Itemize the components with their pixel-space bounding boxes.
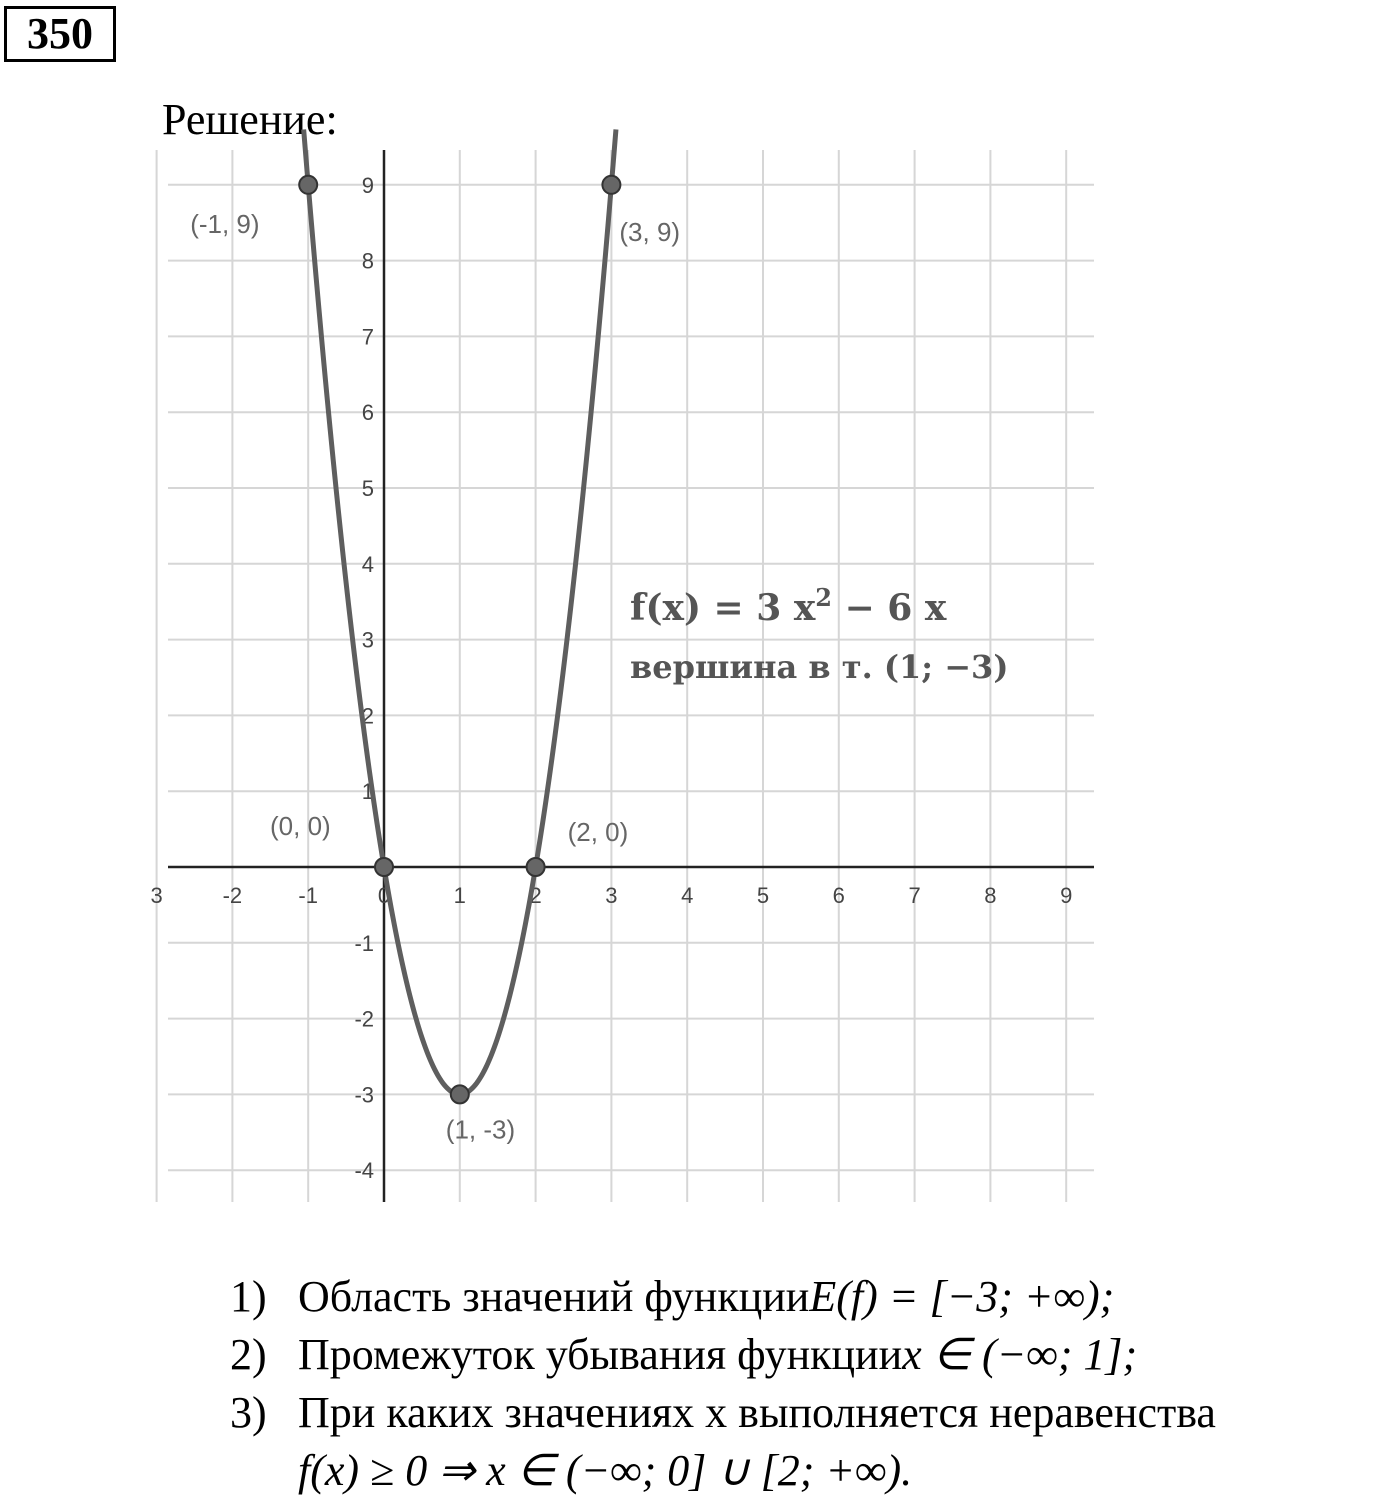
y-tick-label: -3 xyxy=(354,1082,374,1108)
x-tick-label: -1 xyxy=(298,883,318,908)
answer-item-3 xyxy=(230,1384,1216,1442)
data-point xyxy=(375,858,393,876)
vertex-label: вершина в т. (1; −3) xyxy=(630,648,1009,686)
solution-label: Решение: xyxy=(162,95,338,144)
data-point xyxy=(299,176,317,194)
x-tick-label: 7 xyxy=(908,883,921,908)
y-tick-label: -2 xyxy=(354,1006,374,1032)
x-tick-label: 3 xyxy=(150,883,163,908)
answer-number: 2) xyxy=(230,1330,267,1379)
y-tick-label: 1 xyxy=(361,779,374,805)
data-point-label: (1, -3) xyxy=(445,1114,516,1145)
y-tick-label: 8 xyxy=(361,248,374,274)
x-tick-label: 8 xyxy=(984,883,997,908)
data-point-label: (3, 9) xyxy=(619,216,681,247)
answer-number: 1) xyxy=(230,1272,267,1321)
data-point xyxy=(527,858,545,876)
data-point-label: (-1, 9) xyxy=(190,208,260,239)
x-tick-label: 1 xyxy=(453,883,466,908)
x-tick-label: 6 xyxy=(832,883,845,908)
function-label: f(x) = 3 $x^2 - 6$ x xyxy=(630,583,947,629)
answer-item-2 xyxy=(230,1326,1216,1384)
y-tick-label: 3 xyxy=(361,627,374,653)
answers-list xyxy=(230,1268,1216,1500)
answer-math: f(x) ≥ 0 ⇒ x ∈ (−∞; 0] ∪ [2; +∞). xyxy=(298,1446,913,1495)
x-tick-label: 2 xyxy=(529,883,542,908)
y-tick-label: -1 xyxy=(354,930,374,956)
y-tick-label: 7 xyxy=(361,324,374,350)
answer-math: x ∈ (−∞; 1]; xyxy=(902,1330,1138,1379)
answer-item-1 xyxy=(230,1268,1216,1326)
y-tick-label: 4 xyxy=(361,551,374,577)
data-point-label: (0, 0) xyxy=(270,811,331,841)
x-tick-label: 3 xyxy=(605,883,618,908)
problem-number-badge: 350 xyxy=(4,6,116,62)
answer-text: Область значений функции xyxy=(298,1272,810,1321)
x-tick-label: 5 xyxy=(756,883,770,908)
y-tick-label: 5 xyxy=(361,476,374,501)
data-point xyxy=(602,176,620,194)
answer-text: При каких значениях х выполняется неравенства xyxy=(298,1388,1216,1437)
x-tick-label: 9 xyxy=(1060,883,1073,908)
data-point-label: (2, 0) xyxy=(567,817,629,847)
x-tick-label: 4 xyxy=(681,883,694,908)
x-tick-label: 0 xyxy=(377,883,391,908)
y-tick-label: -4 xyxy=(354,1158,374,1184)
y-tick-label: 2 xyxy=(361,703,374,729)
y-tick-label: 6 xyxy=(361,400,374,426)
answer-text: Промежуток убывания функции xyxy=(298,1330,903,1379)
answer-math: E(f) = [−3; +∞); xyxy=(809,1272,1115,1321)
data-point xyxy=(451,1085,469,1103)
chart-points xyxy=(190,176,680,1145)
x-tick-label: -2 xyxy=(222,883,243,908)
y-tick-label: 9 xyxy=(361,172,374,198)
answer-number: 3) xyxy=(230,1388,267,1437)
